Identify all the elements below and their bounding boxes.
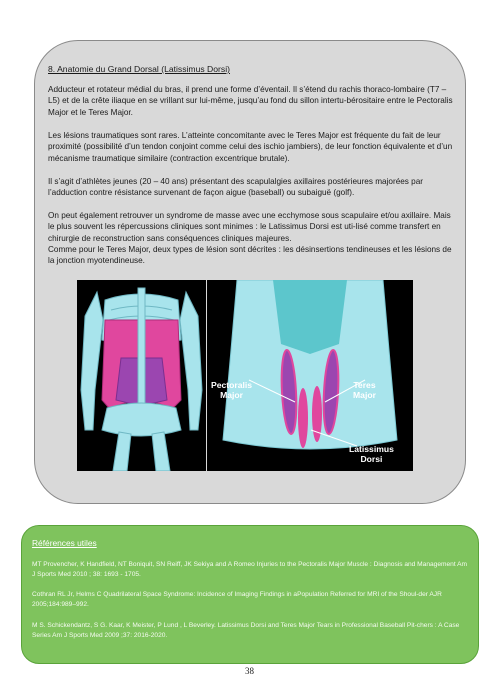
label-teres-line1: Teres bbox=[353, 380, 376, 390]
page-number: 38 bbox=[245, 666, 254, 676]
paragraph-lesions: Les lésions traumatiques sont rares. L’atteinte concomitante avec le Teres Major est fréquente du fait de leur proximité (possibilité d’un tendon conjoint comme celui des ischio jambiers), de leur fonction équivalente et d’un mécanisme traumatique similaire (contraction excentrique brutale). bbox=[48, 131, 453, 163]
reference-item: M S. Schickendantz, S G. Kaar, K Meister, P Lund , L Beverley. Latissimus Dorsi and Teres Major Tears in Professional Baseball Pit-chers : A Case Series Am J Sports Med 2009 ;37: 2016-2020. bbox=[32, 622, 460, 639]
reference-item: Cothran RL Jr, Helms C Quadrilateral Space Syndrome: Incidence of Imaging Findings in aPopulation Referred for MRI of the Shoul-der AJR 2005;184:989–992. bbox=[32, 591, 442, 608]
label-latissimus-line2: Dorsi bbox=[360, 454, 383, 464]
skeleton-back-figure bbox=[77, 280, 206, 471]
label-pectoralis-line1: Pectoralis bbox=[211, 380, 253, 390]
label-latissimus-dorsi bbox=[349, 444, 394, 464]
paragraph-lesion-types: Comme pour le Teres Major, deux types de lésion sont décrites : les désinsertions tendineuses et les lésions de la jonction myotendineuse. bbox=[48, 245, 452, 266]
paragraph-mass-syndrome: On peut également retrouver un syndrome de masse avec une ecchymose sous scapulaire et/ou axillaire. Mais le plus souvent les répercussions cliniques sont minimes : le Latissimus Dorsi est uti-lisé comme transfert en chirurgie de reconstruction sans conséquences cliniques majeures. bbox=[48, 211, 451, 243]
label-pectoralis-major bbox=[211, 380, 252, 400]
muscle-schematic-illustration bbox=[207, 280, 413, 471]
label-pectoralis-line2: Major bbox=[220, 390, 243, 400]
label-teres-line2: Major bbox=[353, 390, 376, 400]
muscle-schematic-figure bbox=[207, 280, 413, 471]
reference-item: MT Provencher, K Handfield, NT Boniquit, SN Reiff, JK Sekiya and A Romeo Injuries to the Pectoralis Major Muscle : Diagnosis and Management Am J Sports Med 2010 ; 38: 1693 - 1705. bbox=[32, 561, 468, 578]
paragraph-athletes: Il s’agit d’athlètes jeunes (20 – 40 ans) présentant des scapulalgies axillaires postérieures majorées par l’adduction contre résistance survenant de façon aigue (baseball) ou subaiguë (golf). bbox=[48, 177, 424, 198]
section-title: 8. Anatomie du Grand Dorsal (Latissimus Dorsi) bbox=[48, 64, 230, 74]
paragraph-anatomy: Adducteur et rotateur médial du bras, il prend une forme d’éventail. Il s’étend du rachis thoraco-lombaire (T7 – L5) et de la crête iliaque en se vrillant sur lui-même, jusqu’au fond du sillon intertu-bérositaire entre le Pectoralis Major et le Teres Major. bbox=[48, 85, 453, 117]
label-teres-major bbox=[353, 380, 376, 400]
label-latissimus-line1: Latissimus bbox=[349, 444, 394, 454]
skeleton-illustration bbox=[77, 280, 206, 471]
references-title: Références utiles bbox=[32, 538, 97, 548]
